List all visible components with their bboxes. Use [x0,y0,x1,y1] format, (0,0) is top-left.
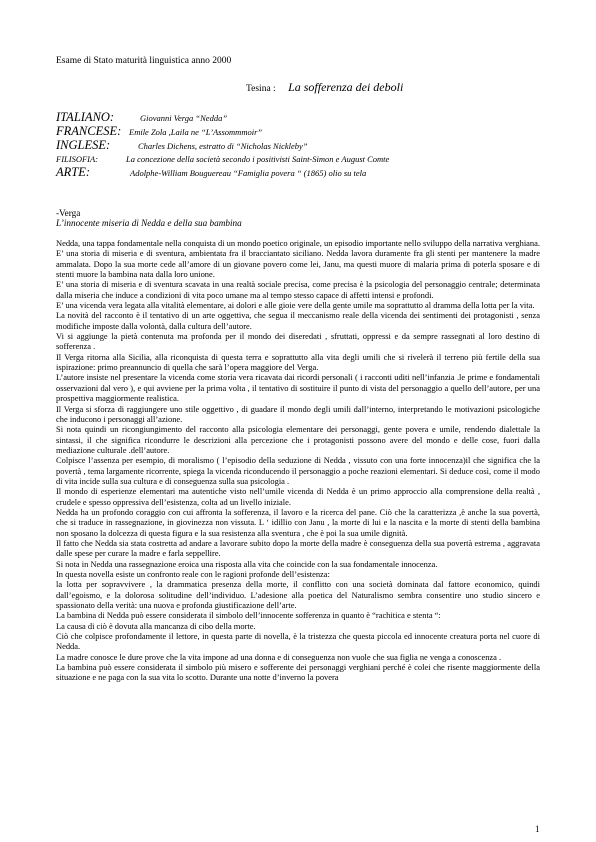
paragraph: Il mondo di esperienze elementari ma autentiche visto nell’umile vicenda di Nedda è un primo approccio alla comprensione della realtà , crudele e spesso oppressiva dell’esistenza, colta ad un livello iniziale. [56,486,540,507]
page-number: 1 [535,824,540,834]
subject-label: FILISOFIA: [56,154,99,164]
paragraph: la lotta per sopravvivere , la drammatica presenza della morte, il conflitto con una società dominata dal fattore economico, quindi dall’egoismo, e la dolorosa solitudine dell’individuo. L’adesione alla poetica del Naturalismo sembra consentire uno studio sincero e spassionato della verità: una nuova e profonda giustificazione dell’arte. [56,579,540,611]
paragraph: Nedda, una tappa fondamentale nella conquista di un mondo poetico originale, un episodio importante nello sviluppo della narrativa verghiana. E’ una storia di miseria e di sventura, ambientata fra il bracciantato siciliano. Nedda lavora duramente fra gli stenti per mantenere la madre ammalata. Dopo la sua morte cede all’amore di un giovane povero come lei, Janu, ma questi muore di malaria prima di poterla sposare e di stenti muore la bambina nata dalla loro unione. [56,238,540,280]
paragraph: La bambina può essere considerata il simbolo più misero e sofferente dei personaggi verghiani perché è colei che risente maggiormente della situazione e ne paga con la sua vita lo scotto. Durante una notte d’inverno la povera [56,662,540,683]
subject-inglese [56,139,540,153]
tesina-title: La sofferenza dei deboli [288,80,404,94]
subject-value: Charles Dichens, estratto di “Nicholas Nickleby” [138,141,308,151]
paragraph: La causa di ciò è dovuta alla mancanza di cibo della morte. [56,620,256,631]
paragraph: Colpisce l’assenza per esempio, di moralismo ( l’episodio della seduzione di Nedda , vissuto con una forte innocenza)il che significa che la povertà , tema largamente ricorrente, spiega la vicenda riconducendo il personaggio a poche reazioni elementari. Si deduce così, come il modo di vita incide sulla sua cultura e di conseguenza sulla sua psicologia . [56,455,540,486]
paragraph: L’autore insiste nel presentare la vicenda come storia vera ricavata dai ricordi personali ( i racconti uditi nell’infanzia .le prime e fondamentali osservazioni dal vero ), e qui avviene per la prima volta , il tentativo di sostituire il punto di vista del personaggio a quello dell’autore, per una prospettiva maggiormente realistica. [56,372,540,404]
body-text [56,238,540,683]
subject-filosofia [56,153,540,166]
subject-value: Adolphe-William Bouguereau “Famiglia povera “ (1865) olio su tela [130,168,367,178]
subject-value: Emile Zola ,Laila ne “L’Assommmoir” [129,127,263,137]
subject-value: La concezione della società secondo i positivisti Saint-Simon e August Comte [126,154,390,164]
subject-italiano [56,111,540,125]
paragraph: Si nota in Nedda una rassegnazione eroica una risposta alla vita che coincide con la sua fondamentale innocenza. [56,558,438,569]
paragraph: La bambina di Nedda può essere considerata il simbolo dell’innocente sofferenza in quanto è “rachitica e stenta “: [56,610,441,621]
subject-value: Giovanni Verga “Nedda” [140,113,228,123]
paragraph: Vi si aggiunge la pietà contenuta ma profonda per il mondo dei diseredati , sfruttati, oppressi e da sempre rassegnati al loro destino di sofferenza . [56,331,540,352]
section-subtitle: L’innocente miseria di Nedda e della sua bambina [56,218,242,228]
exam-line: Esame di Stato maturità linguistica anno 2000 [56,56,232,66]
paragraph: E’ una vicenda vera legata alla vitalità elementare, ai dolori e alle gioie vere della gente umile ma soprattutto al dramma della lotta per la vita. [56,300,535,311]
subjects-list [56,111,540,180]
tesina-line [246,80,540,95]
paragraph: Il Verga si sforza di raggiungere uno stile oggettivo , di guadare il mondo degli umili dall’interno, interpretando le motivazioni psicologiche che inducono i personaggi all’azione. [56,403,540,424]
paragraph: La novità del racconto è il tentativo di un arte oggettiva, che segua il meccanismo reale della vicenda dei sentimenti dei protagonisti , senza modifiche imposte dalla volontà, dalla cultura dell’autore. [56,310,540,331]
paragraph: In questa novella esiste un confronto reale con le ragioni profonde dell’esistenza: [56,569,330,579]
paragraph: Il fatto che Nedda sia stata costretta ad andare a lavorare subito dopo la morte della madre è conseguenza della sua povertà estrema , aggravata dalle spese per curare la madre e farla seppellire. [56,537,540,559]
paragraph: Si nota quindi un ricongiungimento del racconto alla psicologia elementare dei personaggi, gente povera e umile, rendendo dialettale la sintassi, il che significa ricondurre le descrizioni alla percezione che i protagonisti possono avere del mondo e delle cose, fuori dalla mediazione culturale .dell’autore. [56,424,540,455]
subject-label: ITALIANO: [56,110,115,124]
subject-arte [56,166,540,180]
tesina-label: Tesina : [246,84,276,94]
paragraph: Ciò che colpisce profondamente il lettore, in questa parte di novella, è la tristezza che questa piccola ed innocente creatura porta nel cuore di Nedda. [56,631,540,652]
paragraph: Il Verga ritorna alla Sicilia, alla riconquista di questa terra e soprattutto alla vita degli umili che si rivelerà il terreno più fertile della sua ispirazione: primo preannuncio di quella che sarà l’opera maggiore del Verga. [56,351,540,373]
subject-label: INGLESE: [56,138,111,152]
section-heading: -Verga [56,208,81,218]
paragraph: E’ una storia di miseria e di sventura scavata in una realtà sociale precisa, come precisa è la psicologia del personaggio centrale; determinata dalla miseria che induce a condizioni di vita poco umane ma al tempo stesso capace di affetti intensi e profondi. [56,279,540,300]
subject-francese [56,125,540,139]
subject-label: ARTE: [56,165,91,179]
paragraph: Nedda ha un profondo coraggio con cui affronta la sofferenza, il lavoro e la ricerca del pane. Ciò che la caratterizza ,è anche la sua povertà, che si traduce in rassegnazione, in giovinezza non vissuta. L ‘ idillio con Janu , la morte di lui e la nascita e la morte di stenti della bambina non sposano la dolcezza di questa figura e la sua resistenza alla sventura , che è poi la sua umile dignità. [56,506,540,538]
document-page [56,56,540,683]
subject-label: FRANCESE: [56,124,122,138]
paragraph: La madre conosce le dure prove che la vita impone ad una donna e di conseguenza non vuole che sua figlia ne venga a conoscenza . [56,651,502,662]
